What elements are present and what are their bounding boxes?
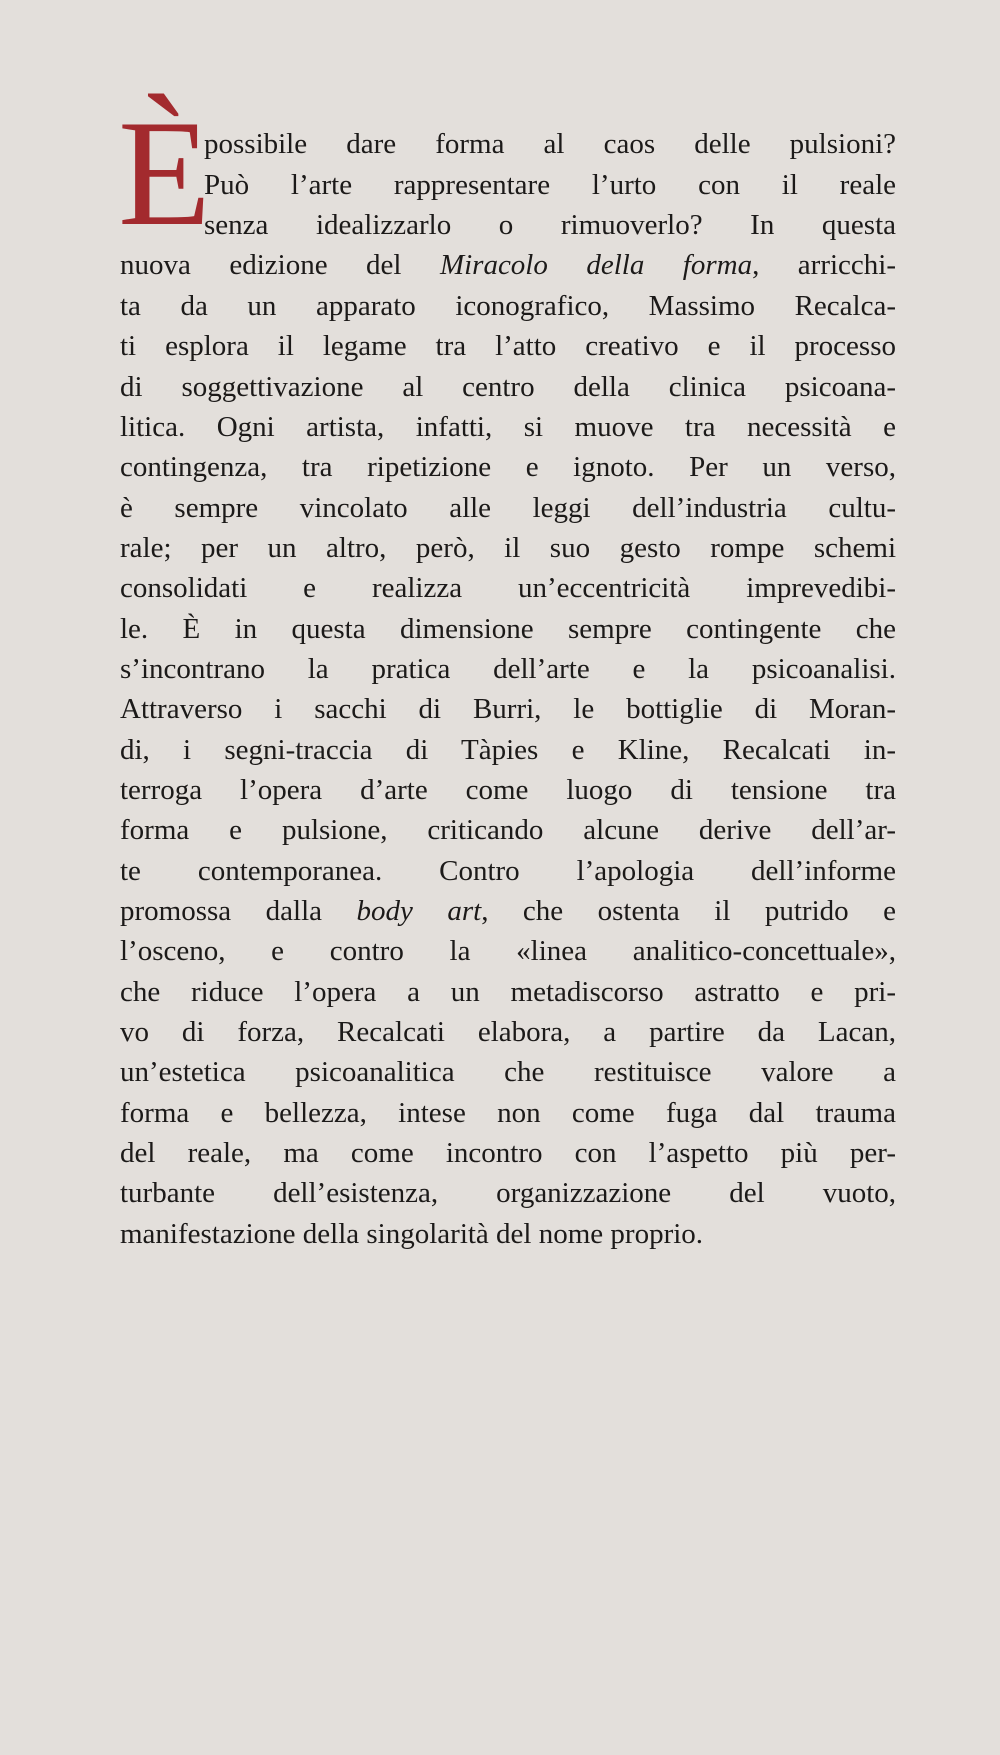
text-line: rale; per un altro, però, il suo gesto rompe schemi <box>120 532 896 564</box>
text-line: Può l’arte rappresentare l’urto con il reale <box>204 169 896 201</box>
text-line: del reale, ma come incontro con l’aspetto più per- <box>120 1137 896 1169</box>
text-line: ta da un apparato iconografico, Massimo Recalca- <box>120 290 896 322</box>
text-line: l’osceno, e contro la «linea analitico-concettuale», <box>120 935 896 967</box>
text-line: ti esplora il legame tra l’atto creativo e il processo <box>120 330 896 362</box>
text-line: contingenza, tra ripetizione e ignoto. Per un verso, <box>120 451 896 483</box>
text-line: forma e pulsione, criticando alcune derive dell’ar- <box>120 814 896 846</box>
book-title: Miracolo della forma <box>439 249 753 281</box>
text-line: possibile dare forma al caos delle pulsioni? <box>204 128 896 160</box>
text-line: che riduce l’opera a un metadiscorso astratto e pri- <box>120 976 896 1008</box>
text-line: è sempre vincolato alle leggi dell’industria cultu- <box>120 492 896 524</box>
text-line: consolidati e realizza un’eccentricità imprevedibi- <box>120 572 896 604</box>
text-line: di soggettivazione al centro della clinica psicoana- <box>120 371 896 403</box>
text-line: s’incontrano la pratica dell’arte e la psicoanalisi. <box>120 653 896 685</box>
text-line: forma e bellezza, intese non come fuga dal trauma <box>120 1097 896 1129</box>
body-art-term: body art <box>356 895 482 927</box>
text-line: vo di forza, Recalcati elabora, a partire da Lacan, <box>120 1016 896 1048</box>
text-line: di, i segni-traccia di Tàpies e Kline, Recalcati in- <box>120 734 896 766</box>
text-line: le. È in questa dimensione sempre contingente che <box>120 613 896 645</box>
text-line: te contemporanea. Contro l’apologia dell’informe <box>120 855 896 887</box>
text-line: nuova edizione del Miracolo della forma, arricchi- <box>120 249 896 281</box>
drop-cap-letter: È <box>118 89 211 257</box>
text-line: senza idealizzarlo o rimuoverlo? In questa <box>204 209 896 241</box>
text-line: un’estetica psicoanalitica che restituisce valore a <box>120 1056 896 1088</box>
text-line: manifestazione della singolarità del nome proprio. <box>120 1218 704 1250</box>
text-line: litica. Ogni artista, infatti, si muove tra necessità e <box>120 411 896 443</box>
text-line: Attraverso i sacchi di Burri, le bottiglie di Moran- <box>120 693 896 725</box>
text-line: turbante dell’esistenza, organizzazione del vuoto, <box>120 1177 896 1209</box>
text-line: promossa dalla body art, che ostenta il putrido e <box>120 895 896 927</box>
text-line: terroga l’opera d’arte come luogo di tensione tra <box>120 774 896 806</box>
